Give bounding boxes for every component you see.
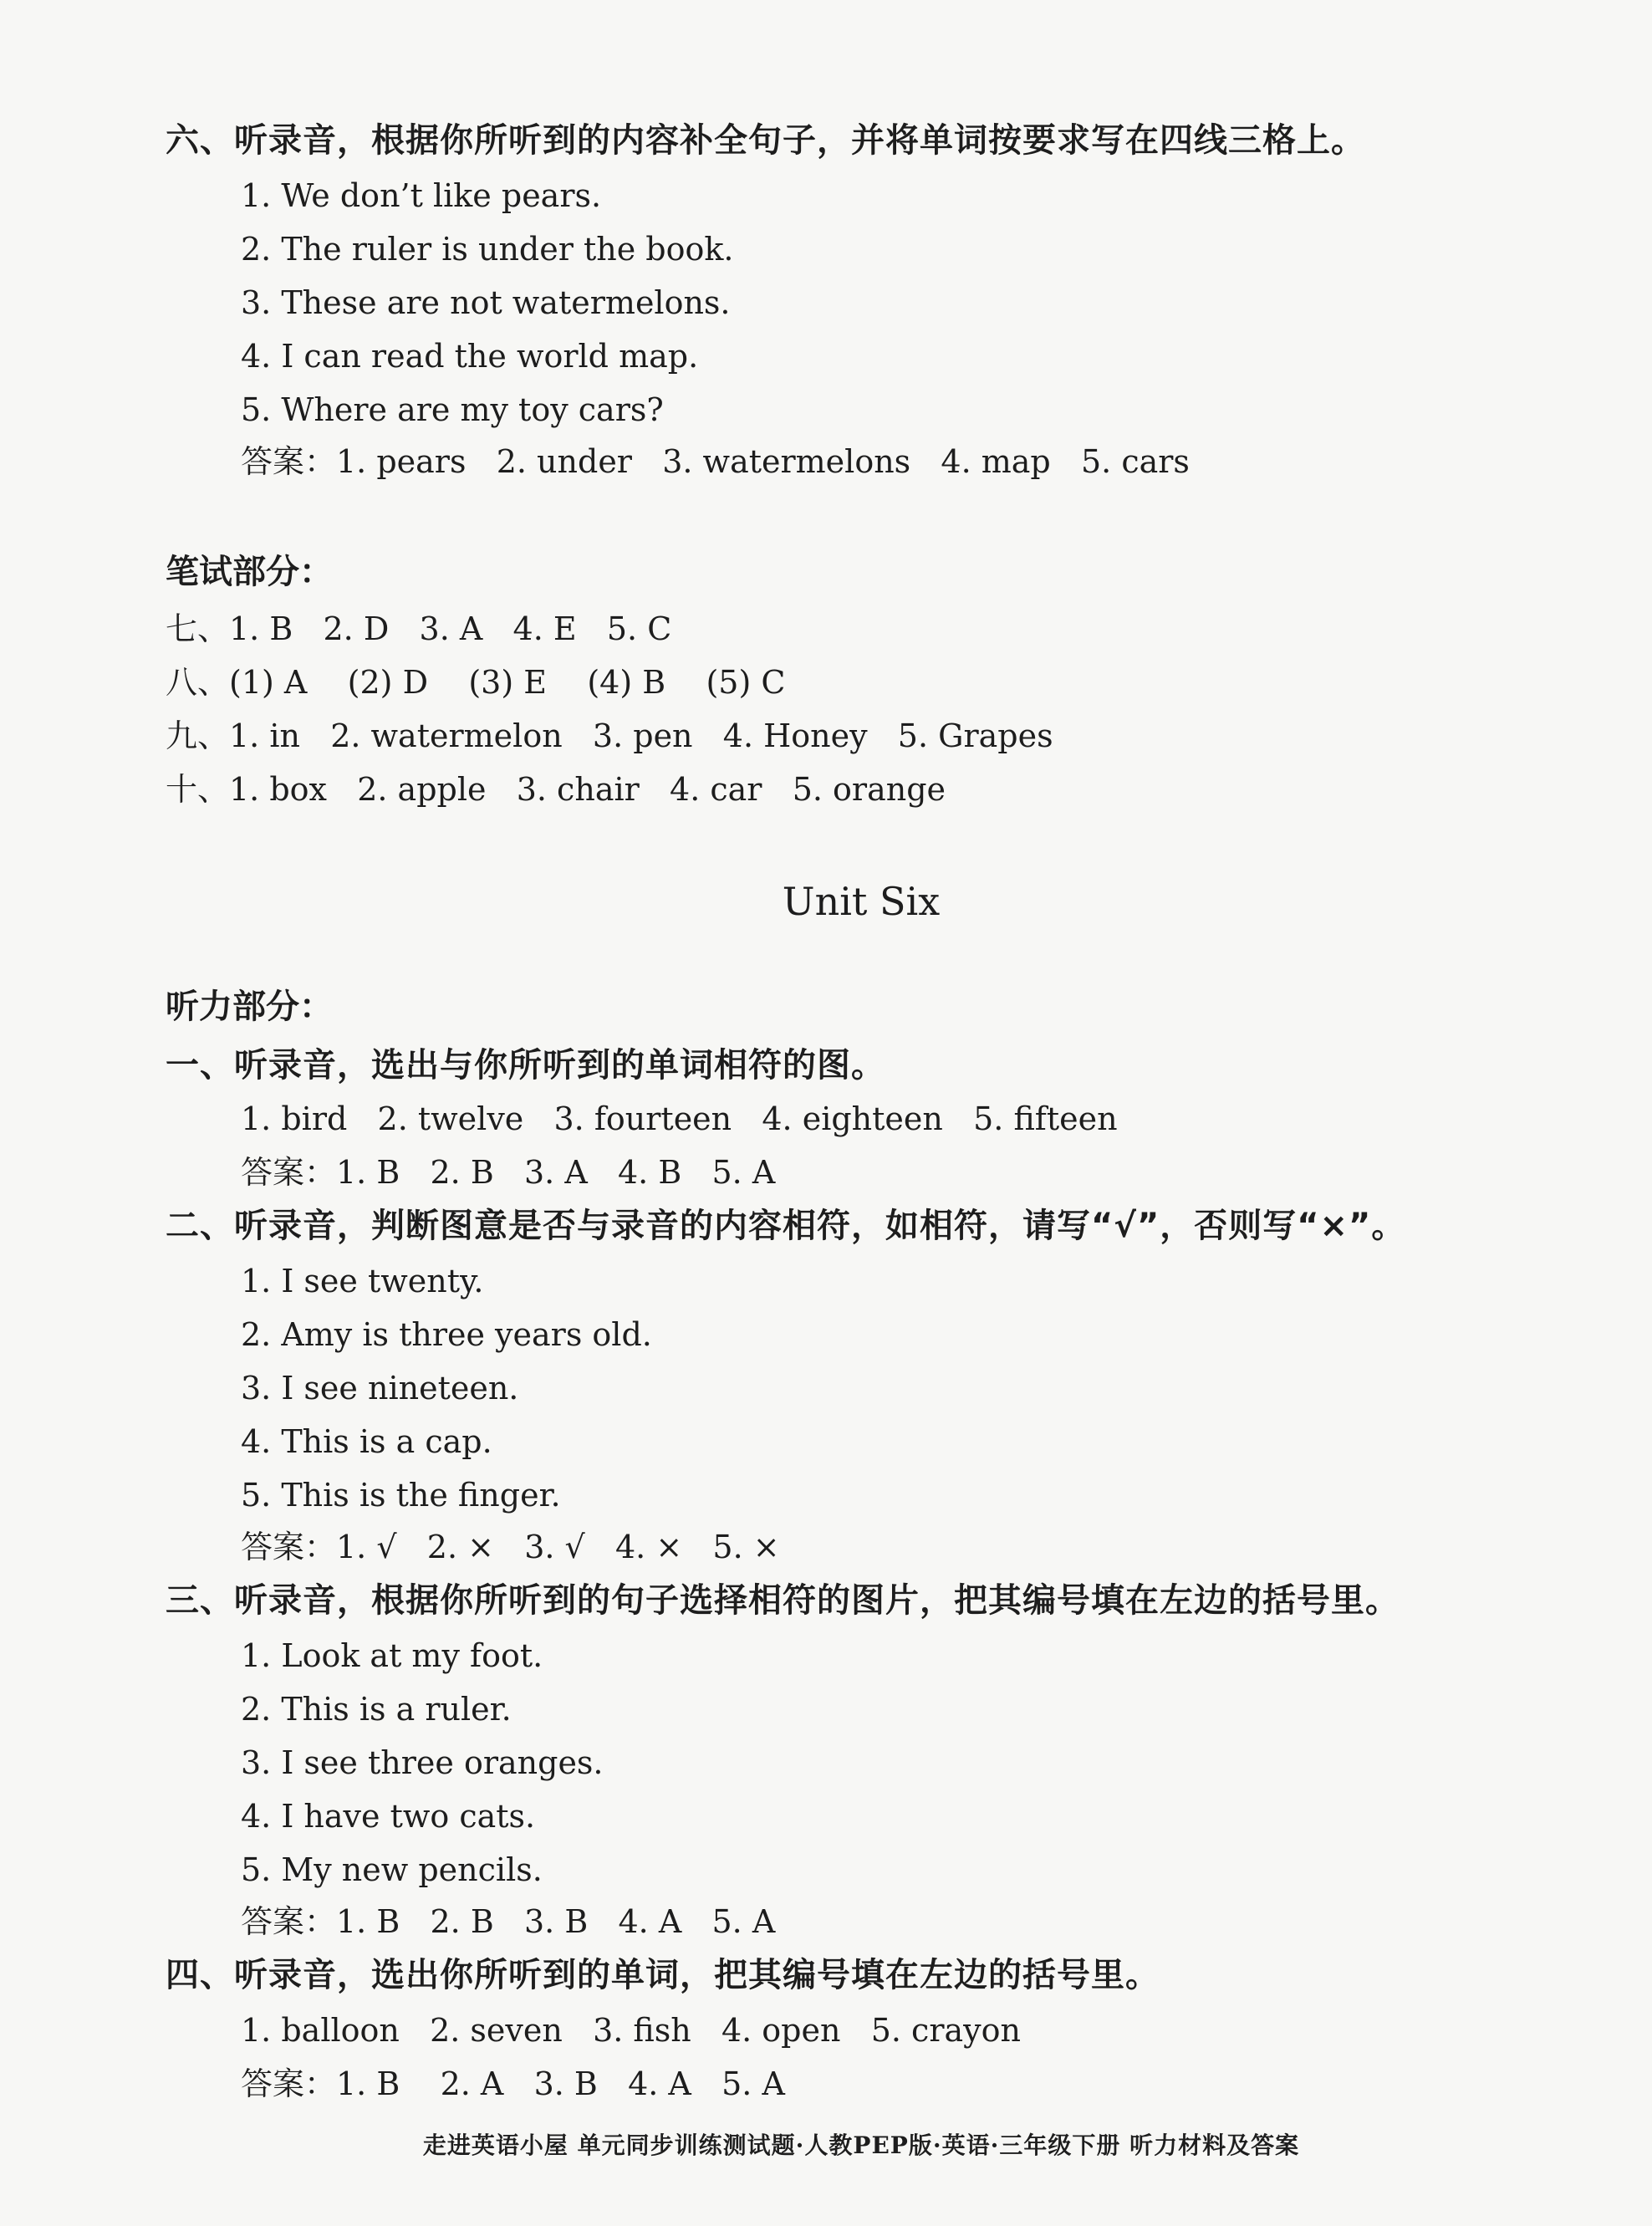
question-3-item: 3. I see three oranges. <box>241 1744 604 1781</box>
question-2-heading: 二、听录音，判断图意是否与录音的内容相符，如相符，请写“√”，否则写“×”。 <box>166 1207 1406 1245</box>
question-3-heading: 三、听录音，根据你所听到的句子选择相符的图片，把其编号填在左边的括号里。 <box>166 1581 1400 1620</box>
question-2-answer: 答案：1. √ 2. × 3. √ 4. × 5. × <box>241 1529 780 1565</box>
question-2-item: 2. Amy is three years old. <box>241 1316 652 1353</box>
question-6-item: 5. Where are my toy cars? <box>241 391 664 428</box>
written-answer-8: 八、(1) A (2) D (3) E (4) B (5) C <box>166 664 786 701</box>
written-answer-7: 七、1. B 2. D 3. A 4. E 5. C <box>166 610 672 647</box>
question-6-item: 2. The ruler is under the book. <box>241 231 734 268</box>
question-6-heading: 六、听录音，根据你所听到的内容补全句子，并将单词按要求写在四线三格上。 <box>166 121 1365 160</box>
question-6-item: 4. I can read the world map. <box>241 338 699 375</box>
question-3-item: 4. I have two cats. <box>241 1798 536 1835</box>
page-footer: 走进英语小屋 单元同步训练测试题·人教PEP版·英语·三年级下册 听力材料及答案 <box>422 2132 1300 2159</box>
question-6-answer: 答案：1. pears 2. under 3. watermelons 4. map 5. cars <box>241 443 1190 480</box>
written-answer-9: 九、1. in 2. watermelon 3. pen 4. Honey 5. Grapes <box>166 717 1053 754</box>
question-2-item: 3. I see nineteen. <box>241 1370 519 1407</box>
question-1-item: 1. bird 2. twelve 3. fourteen 4. eighteen 5. fifteen <box>241 1100 1118 1137</box>
question-3-item: 5. My new pencils. <box>241 1851 543 1888</box>
question-1-answer: 答案：1. B 2. B 3. A 4. B 5. A <box>241 1154 776 1191</box>
written-section-title: 笔试部分： <box>166 553 333 591</box>
question-2-item: 5. This is the finger. <box>241 1477 561 1514</box>
listening-section-title: 听力部分： <box>166 988 333 1026</box>
question-3-item: 2. This is a ruler. <box>241 1691 512 1728</box>
question-2-item: 4. This is a cap. <box>241 1423 492 1460</box>
question-6-item: 3. These are not watermelons. <box>241 284 731 321</box>
question-1-heading: 一、听录音，选出与你所听到的单词相符的图。 <box>166 1046 885 1085</box>
unit-title: Unit Six <box>782 879 941 924</box>
question-6-item: 1. We don’t like pears. <box>241 177 602 214</box>
question-2-item: 1. I see twenty. <box>241 1263 484 1299</box>
question-3-item: 1. Look at my foot. <box>241 1637 543 1674</box>
written-answer-10: 十、1. box 2. apple 3. chair 4. car 5. orange <box>166 771 946 808</box>
question-4-heading: 四、听录音，选出你所听到的单词，把其编号填在左边的括号里。 <box>166 1956 1160 1994</box>
question-3-answer: 答案：1. B 2. B 3. B 4. A 5. A <box>241 1903 776 1940</box>
question-4-item: 1. balloon 2. seven 3. fish 4. open 5. crayon <box>241 2012 1021 2049</box>
question-4-answer: 答案：1. B 2. A 3. B 4. A 5. A <box>241 2065 785 2102</box>
